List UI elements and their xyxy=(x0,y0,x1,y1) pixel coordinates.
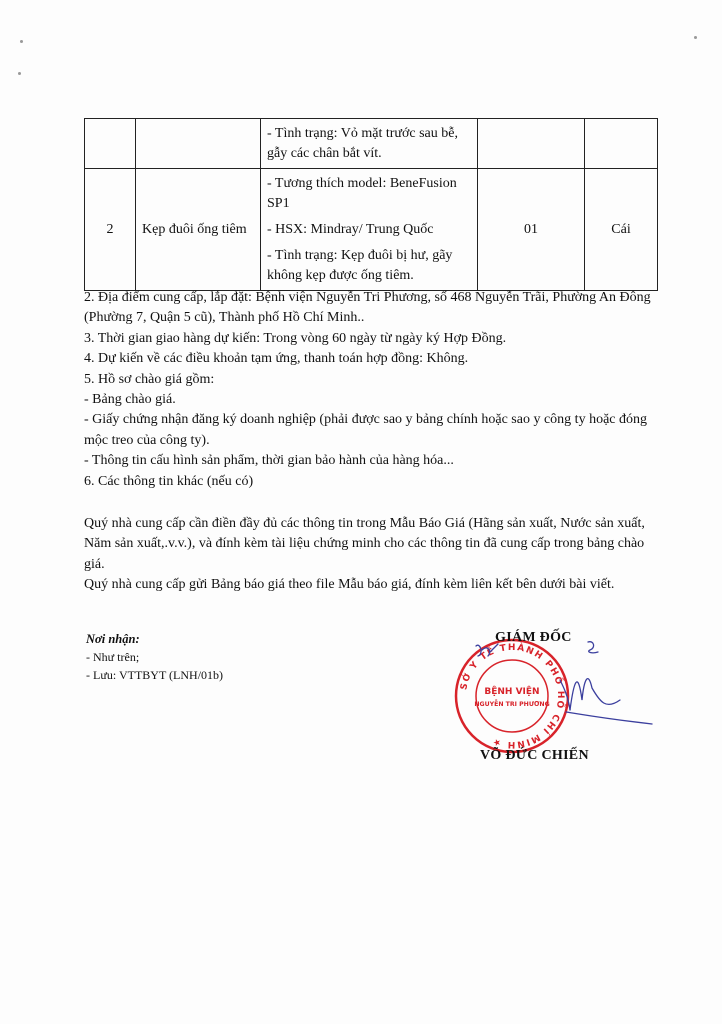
spec-line: - Tương thích model: BeneFusion SP1 xyxy=(267,175,457,211)
recipients-block xyxy=(86,630,346,684)
handwritten-signature xyxy=(470,640,660,750)
paragraph-quote-doc-item: - Giấy chứng nhận đăng ký doanh nghiệp (phải được sao y bảng chính hoặc sao y công ty hoặc đóng mộc treo của công ty). xyxy=(84,412,647,448)
spec-line: - Tình trạng: Kẹp đuôi bị hư, gãy không kẹp được ống tiêm. xyxy=(267,247,453,283)
qty-cell: 01 xyxy=(478,169,585,291)
signer-name: VÕ ĐỨC CHIẾN xyxy=(480,748,589,763)
item-name-cell: Kẹp đuôi ống tiêm xyxy=(136,169,261,291)
unit-cell: Cái xyxy=(585,169,658,291)
paragraph-delivery-location: 2. Địa điểm cung cấp, lắp đặt: Bệnh viện Nguyễn Tri Phương, số 468 Nguyễn Trãi, Phường An Đông (Phường 7, Quận 5 cũ), Thành phố Hồ Chí Minh.. xyxy=(84,290,651,326)
recipient-item: - Lưu: VTTBYT (LNH/01b) xyxy=(86,668,224,682)
document-body xyxy=(84,288,664,596)
paragraph-delivery-time: 3. Thời gian giao hàng dự kiến: Trong vòng 60 ngày từ ngày ký Hợp Đồng. xyxy=(84,330,507,346)
items-table xyxy=(84,118,658,291)
spec-line: - Tình trạng: Vỏ mặt trước sau bễ, gẫy các chân bắt vít. xyxy=(267,125,458,161)
paragraph-payment-terms: 4. Dự kiến về các điều khoản tạm ứng, thanh toán hợp đồng: Không. xyxy=(84,351,469,367)
signer-title: GIÁM ĐỐC xyxy=(495,630,572,645)
spec-line: - HSX: Mindray/ Trung Quốc xyxy=(267,221,434,237)
item-name-cell xyxy=(136,119,261,169)
table-row xyxy=(85,119,658,169)
table-row xyxy=(85,169,658,291)
paragraph-supplier-submission: Quý nhà cung cấp gửi Bảng báo giá theo file Mẫu báo giá, đính kèm liên kết bên dưới bài viết. xyxy=(84,577,615,593)
paragraph-supplier-instructions: Quý nhà cung cấp cần điền đầy đủ các thông tin trong Mẫu Báo Giá (Hãng sản xuất, Nước sản xuất, Năm sản xuất,.v.v.), và đính kèm tài liệu chứng minh cho các thông tin đã cung cấp trong bảng chào giá. xyxy=(84,516,645,572)
spec-cell xyxy=(261,169,478,291)
stt-cell xyxy=(85,119,136,169)
recipients-title: Nơi nhận: xyxy=(86,632,140,646)
scan-speck xyxy=(18,72,21,75)
svg-text:BỆNH VIỆN: BỆNH VIỆN xyxy=(484,687,540,697)
svg-text:NGUYỄN TRI PHƯƠNG: NGUYỄN TRI PHƯƠNG xyxy=(474,701,550,708)
scan-speck xyxy=(20,40,23,43)
spec-cell xyxy=(261,119,478,169)
qty-cell xyxy=(478,119,585,169)
svg-text:SỞ Y TẾ THÀNH PHỐ HỒ CHÍ MINH: SỞ Y TẾ THÀNH PHỐ HỒ CHÍ MINH ★ xyxy=(459,642,566,750)
scan-speck xyxy=(694,36,697,39)
recipient-item: - Như trên; xyxy=(86,650,140,664)
paragraph-quote-doc-item: - Bảng chào giá. xyxy=(84,392,176,408)
paragraph-quote-doc-item: - Thông tin cấu hình sản phẩm, thời gian bảo hành của hàng hóa... xyxy=(84,453,454,469)
paragraph-quote-docs-heading: 5. Hồ sơ chào giá gồm: xyxy=(84,371,215,387)
stt-cell: 2 xyxy=(85,169,136,291)
unit-cell xyxy=(585,119,658,169)
paragraph-other-info: 6. Các thông tin khác (nếu có) xyxy=(84,473,254,489)
